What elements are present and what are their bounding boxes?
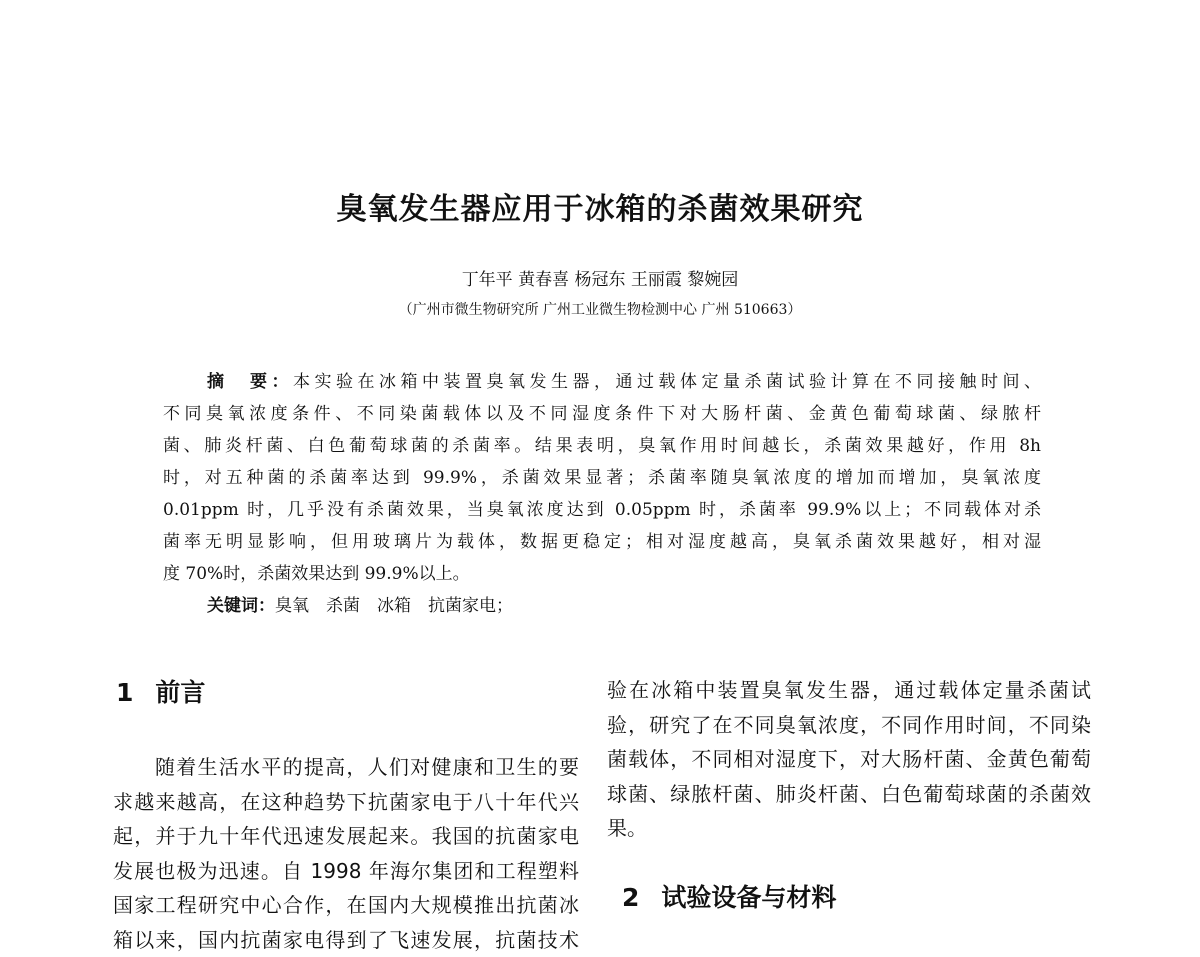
left-column bbox=[113, 750, 579, 957]
section-heading-2: 2 试验设备与材料 bbox=[622, 878, 836, 914]
abstract-line: 时，对五种菌的杀菌率达到 99.9%，杀菌效果显著；杀菌率随臭氧浓度的增加而增加，臭氧浓度 bbox=[163, 462, 1041, 494]
keywords-label: 关键词： bbox=[207, 596, 275, 616]
paragraph-line: 菌载体，不同相对湿度下，对大肠杆菌、金黄色葡萄 bbox=[607, 742, 1091, 777]
paper-title: 臭氧发生器应用于冰箱的杀菌效果研究 bbox=[0, 184, 1200, 228]
right-column bbox=[607, 673, 1091, 846]
abstract-line: 0.01ppm 时，几乎没有杀菌效果，当臭氧浓度达到 0.05ppm 时，杀菌率 99.9%以上；不同载体对杀 bbox=[163, 494, 1041, 526]
paragraph-line: 果。 bbox=[607, 811, 1091, 846]
paragraph-line: 随着生活水平的提高，人们对健康和卫生的要 bbox=[113, 750, 579, 785]
abstract-line: 摘 要：本实验在冰箱中装置臭氧发生器，通过载体定量杀菌试验计算在不同接触时间、 bbox=[163, 366, 1041, 398]
abstract-line: 不同臭氧浓度条件、不同染菌载体以及不同湿度条件下对大肠杆菌、金黄色葡萄球菌、绿脓杆 bbox=[163, 398, 1041, 430]
paragraph-line: 球菌、绿脓杆菌、肺炎杆菌、白色葡萄球菌的杀菌效 bbox=[607, 777, 1091, 812]
affiliation: （广州市微生物研究所 广州工业微生物检测中心 广州 510663） bbox=[0, 299, 1200, 319]
paragraph-line: 验在冰箱中装置臭氧发生器，通过载体定量杀菌试 bbox=[607, 673, 1091, 708]
paragraph-line: 箱以来，国内抗菌家电得到了飞速发展，抗菌技术 bbox=[113, 923, 579, 957]
abstract-label: 摘 要： bbox=[207, 372, 293, 392]
abstract-line: 菌、肺炎杆菌、白色葡萄球菌的杀菌率。结果表明，臭氧作用时间越长，杀菌效果越好，作用 8h bbox=[163, 430, 1041, 462]
paragraph-line: 国家工程研究中心合作，在国内大规模推出抗菌冰 bbox=[113, 888, 579, 923]
paragraph-line: 发展也极为迅速。自 1998 年海尔集团和工程塑料 bbox=[113, 854, 579, 889]
paragraph-line: 起，并于九十年代迅速发展起来。我国的抗菌家电 bbox=[113, 819, 579, 854]
abstract-line: 菌率无明显影响，但用玻璃片为载体，数据更稳定；相对湿度越高，臭氧杀菌效果越好，相对湿 bbox=[163, 526, 1041, 558]
authors: 丁年平 黄春喜 杨冠东 王丽霞 黎婉园 bbox=[0, 265, 1200, 290]
keywords bbox=[163, 590, 1041, 622]
paragraph-line: 求越来越高，在这种趋势下抗菌家电于八十年代兴 bbox=[113, 785, 579, 820]
section-heading-1: 1 前言 bbox=[116, 673, 205, 709]
abstract-line: 度 70%时，杀菌效果达到 99.9%以上。 bbox=[163, 558, 1041, 590]
abstract bbox=[163, 366, 1041, 622]
keywords-value: 臭氧 杀菌 冰箱 抗菌家电； bbox=[275, 596, 513, 616]
paragraph-line: 验，研究了在不同臭氧浓度，不同作用时间，不同染 bbox=[607, 708, 1091, 743]
